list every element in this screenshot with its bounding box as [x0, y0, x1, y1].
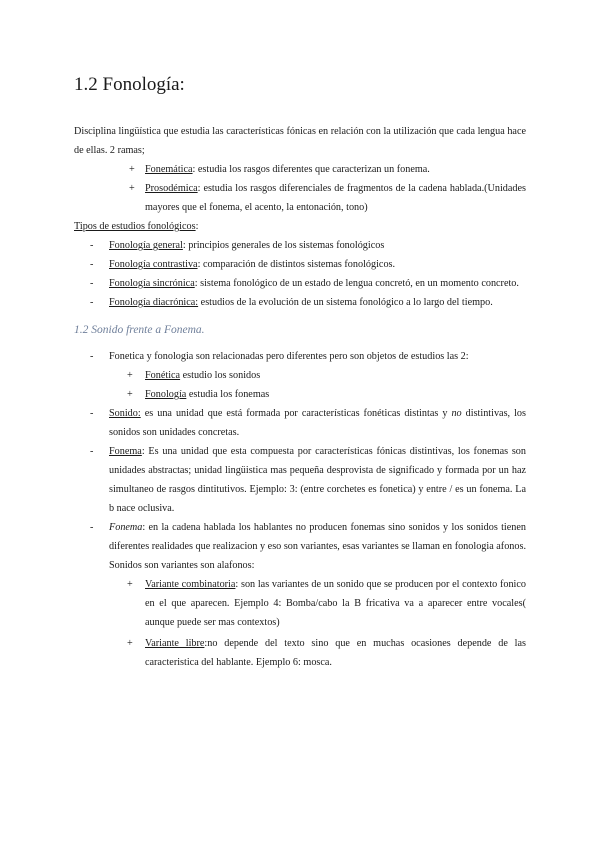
term: Fonema — [109, 446, 142, 457]
list-item: + Fonología estudia los fonemas — [127, 389, 270, 400]
intro-paragraph: Disciplina lingüística que estudia las características fónicas en relación con la utilización que cada lengua hace de ellas. 2 ramas; — [74, 126, 526, 156]
list-item: - Fonema: en la cadena hablada los hablantes no producen fonemas sino sonidos y los sonidos tienen diferentes realidades que realizacion y eso son variantes, esas variantes se llaman en fonologia afonos. Sonidos son variantes son alafonos: + Variante combinatoria: son las variantes de un sonido que se producen por el contexto fonico en el que aparecen. Ejemplo 4: Bomba/cabo la B fricativa va a aparecer entre vocales( aunque puede ser mas contextos) + Variante libre:no depende del texto sino que en muchas ocasiones depende de las caracteristica del hablante. Ejemplo 6: mosca. — [74, 518, 526, 672]
list-item: - Fonología diacrónica: estudios de la evolución de un sistema fonológico a lo largo del tiempo. — [90, 297, 493, 308]
list-item: - Fonología contrastiva: comparación de distintos sistemas fonológicos. — [90, 259, 396, 270]
term: Fonología contrastiva — [109, 259, 198, 270]
term: Fonología diacrónica: — [109, 297, 199, 308]
term: Variante combinatoria — [145, 579, 236, 590]
list-item: - Sonido: es una unidad que está formada por características fonéticas distintas y no distintivas, los sonidos son unidades concretas. — [90, 408, 526, 438]
term: Fonema — [109, 522, 143, 533]
section2-list — [74, 347, 526, 672]
term: Sonido: — [109, 408, 141, 419]
term: Fonología — [145, 389, 187, 400]
list-item: - Fonema: Es una unidad que esta compuesta por características fónicas distintivas, los fonemas son unidades abstractas; unidad lingüistica mas pequeña desprovista de significado y formada por un haz simultaneo de rasgos dintitutivos. Ejemplo: 3: (entre corchetes es fonetica) y entre / es un fonema. La b nace oclusiva. — [90, 446, 526, 514]
term: Fonemática — [145, 164, 193, 175]
list-item: + Variante libre:no depende del texto sino que en muchas ocasiones depende de las caracteristica del hablante. Ejemplo 6: mosca. — [127, 638, 526, 668]
term: Fonética — [145, 370, 181, 381]
term: Fonología general — [109, 240, 183, 251]
list-item: - Fonología general: principios generales de los sistemas fonológicos — [90, 240, 385, 251]
page-title: 1.2 Fonología: — [74, 74, 185, 95]
list-item: + Fonemática: estudia los rasgos diferentes que caracterizan un fonema. — [129, 164, 430, 175]
list-item: + Variante combinatoria: son las variantes de un sonido que se producen por el contexto fonico en el que aparecen. Ejemplo 4: Bomba/cabo la B fricativa va a aparecer entre vocales( aunque puede ser mas contextos) — [127, 579, 527, 628]
list-item: + Fonética estudio los sonidos — [127, 370, 261, 381]
sublist — [109, 575, 526, 672]
list-item: - Fonetica y fonologia son relacionadas pero diferentes pero son objetos de estudios las 2: + Fonética estudio los sonidos + Fonología estudia los fonemas — [74, 347, 526, 404]
tipos-heading: Tipos de estudios fonológicos: — [74, 221, 199, 232]
list-item: + Prosodémica: estudia los rasgos diferenciales de fragmentos de la cadena hablada.(Unidades mayores que el fonema, el acento, la entonación, tono) — [129, 183, 526, 213]
list-item: - Fonología sincrónica: sistema fonológico de un estado de lengua concretó, en un momento concreto. — [90, 278, 519, 289]
ramas-list — [74, 160, 526, 217]
term: Fonología sincrónica — [109, 278, 195, 289]
section-heading: 1.2 Sonido frente a Fonema. — [74, 324, 205, 336]
tipos-list — [74, 236, 526, 312]
term: Variante libre — [145, 638, 205, 649]
sublist — [109, 366, 526, 404]
term: Prosodémica — [145, 183, 198, 194]
